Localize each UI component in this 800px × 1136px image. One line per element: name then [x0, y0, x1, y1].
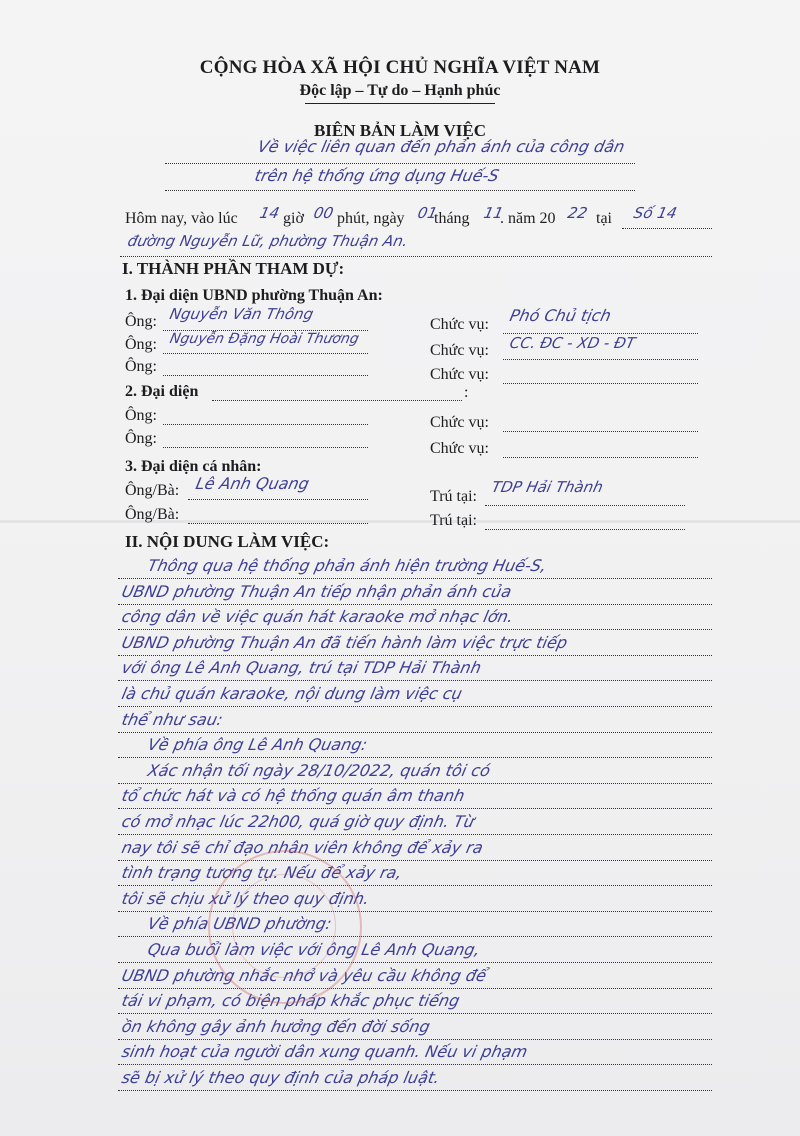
place-dotted-line-1 [622, 228, 712, 229]
g1-ong-label-1: Ông: [125, 313, 157, 330]
subject-dotted-line-2 [165, 190, 635, 191]
content-rule [118, 706, 712, 707]
g3-trutai-label-1: Trú tại: [430, 488, 477, 505]
intro-minute: 00 [312, 204, 336, 222]
subject-line-2: trên hệ thống ứng dụng Huế-S [252, 166, 501, 185]
g2-ong-label-1: Ông: [125, 407, 157, 424]
intro-year-word: . năm 20 [500, 210, 556, 227]
g1-ong-label-3: Ông: [125, 358, 157, 375]
content-rule [118, 860, 712, 861]
g2-role-line-2 [503, 457, 698, 458]
section2-title: II. NỘI DUNG LÀM VIỆC: [125, 532, 330, 551]
subject-line-1: Về việc liên quan đến phản ánh của công dân [255, 137, 627, 156]
content-line: Qua buổi làm việc với ông Lê Anh Quang, [145, 940, 482, 959]
intro-day: 01 [416, 204, 440, 222]
content-rule [118, 757, 712, 758]
intro-month: 11 [482, 204, 506, 222]
content-rule [118, 732, 712, 733]
content-rule [118, 936, 712, 937]
intro-hour-word: giờ [283, 210, 304, 227]
motto-underline [305, 103, 495, 104]
content-line: tái vi phạm, có biện pháp khắc phục tiếng [119, 991, 462, 1011]
content-line: Về phía ông Lê Anh Quang: [145, 735, 370, 755]
g1-role-1: Phó Chủ tịch [507, 306, 613, 325]
g3-address-line-1 [485, 505, 685, 506]
official-stamp [208, 850, 362, 1004]
content-rule [118, 655, 712, 656]
g3-trutai-label-2: Trú tại: [430, 512, 477, 529]
content-rule [118, 1013, 712, 1014]
intro-place-2: đường Nguyễn Lữ, phường Thuận An. [126, 232, 410, 250]
content-line: thể như sau: [119, 709, 225, 729]
intro-hour: 14 [258, 204, 282, 222]
group2-title: 2. Đại diện [125, 383, 199, 400]
content-rule [118, 962, 712, 963]
content-line: UBND phường Thuận An đã tiến hành làm việc trực tiếp [119, 632, 570, 652]
content-line: tổ chức hát và có hệ thống quán âm thanh [119, 786, 467, 806]
subject-dotted-line-1 [165, 163, 635, 164]
g1-chucvu-label-1: Chức vụ: [430, 316, 489, 333]
g1-name-line-3 [163, 375, 368, 376]
content-rule [118, 783, 712, 784]
content-line: ồn không gây ảnh hưởng đến đời sống [119, 1016, 432, 1036]
content-line: sẽ bị xử lý theo quy định của pháp luật. [119, 1068, 442, 1087]
g1-ong-label-2: Ông: [125, 336, 157, 353]
g2-role-line-1 [503, 431, 698, 432]
intro-month-word: tháng [434, 210, 470, 227]
place-dotted-line-2 [120, 256, 712, 257]
content-rule [118, 578, 712, 579]
content-line: UBND phường nhắc nhở và yêu cầu không để [119, 965, 489, 985]
g1-name-1: Nguyễn Văn Thông [168, 305, 316, 323]
g3-ongba-label-1: Ông/Bà: [125, 482, 180, 499]
content-line: Thông qua hệ thống phản ánh hiện trường Huế-S, [145, 556, 549, 575]
paper-fold [0, 520, 800, 523]
g2-name-line-2 [163, 447, 368, 448]
content-rule [118, 834, 712, 835]
g3-ongba-label-2: Ông/Bà: [125, 506, 180, 523]
intro-minute-word: phút, ngày [337, 210, 405, 227]
content-rule [118, 680, 712, 681]
g2-chucvu-label-2: Chức vụ: [430, 440, 489, 457]
document-title: BIÊN BẢN LÀM VIỆC [313, 121, 487, 140]
content-line: với ông Lê Anh Quang, trú tại TDP Hải Thành [119, 658, 484, 678]
content-line: công dân về việc quán hát karaoke mở nhạc lớn. [119, 607, 516, 627]
g3-address-line-2 [485, 529, 685, 530]
g1-name-line-2 [163, 353, 368, 354]
intro-year: 22 [566, 204, 590, 222]
content-line: nay tôi sẽ chỉ đạo nhân viên không để xảy ra [119, 837, 485, 857]
intro-place-1: Số 14 [632, 204, 679, 222]
g3-name-line-1 [188, 499, 368, 500]
content-line: tình trạng tương tự. Nếu để xảy ra, [119, 863, 404, 883]
g1-role-2: CC. ĐC - XD - ĐT [508, 334, 638, 352]
content-rule [118, 808, 712, 809]
g3-address-1: TDP Hải Thành [490, 478, 605, 496]
motto: Độc lập – Tự do – Hạnh phúc [299, 82, 501, 99]
g3-name-line-2 [188, 523, 368, 524]
g1-role-line-3 [503, 383, 698, 384]
content-line: Xác nhận tối ngày 28/10/2022, quán tôi có [145, 760, 493, 780]
g1-role-line-2 [503, 359, 698, 360]
group1-title: 1. Đại diện UBND phường Thuận An: [125, 287, 383, 304]
g2-name-line-1 [163, 424, 368, 425]
g2-chucvu-label-1: Chức vụ: [430, 414, 489, 431]
country-title: CỘNG HÒA XÃ HỘI CHỦ NGHĨA VIỆT NAM [199, 57, 601, 78]
g1-chucvu-label-3: Chức vụ: [430, 366, 489, 383]
content-rule [118, 629, 712, 630]
content-rule [118, 1039, 712, 1040]
intro-lead: Hôm nay, vào lúc [125, 210, 238, 227]
content-rule [118, 1090, 712, 1091]
g1-chucvu-label-2: Chức vụ: [430, 342, 489, 359]
g2-ong-label-2: Ông: [125, 430, 157, 447]
content-rule [118, 988, 712, 989]
content-rule [118, 911, 712, 912]
content-line: UBND phường Thuận An tiếp nhận phản ánh của [119, 581, 514, 601]
group2-colon: : [464, 384, 469, 401]
content-line: sinh hoạt của người dân xung quanh. Nếu vi phạm [119, 1042, 530, 1062]
content-line: là chủ quán karaoke, nội dung làm việc cụ [119, 684, 465, 703]
content-line: có mở nhạc lúc 22h00, quá giờ quy định. Từ [119, 812, 477, 831]
content-rule [118, 885, 712, 886]
content-rule [118, 1064, 712, 1065]
group3-title: 3. Đại diện cá nhân: [125, 458, 262, 475]
section1-title: I. THÀNH PHẦN THAM DỰ: [122, 259, 345, 278]
content-rule [118, 604, 712, 605]
g3-name-1: Lê Anh Quang [193, 474, 312, 493]
intro-at-word: tại [596, 210, 612, 227]
content-line: tôi sẽ chịu xử lý theo quy định. [119, 888, 372, 908]
g1-name-2: Nguyễn Đặng Hoài Thương [168, 331, 361, 347]
content-line: Về phía UBND phường: [145, 914, 334, 934]
group2-dotted-line [212, 400, 462, 401]
